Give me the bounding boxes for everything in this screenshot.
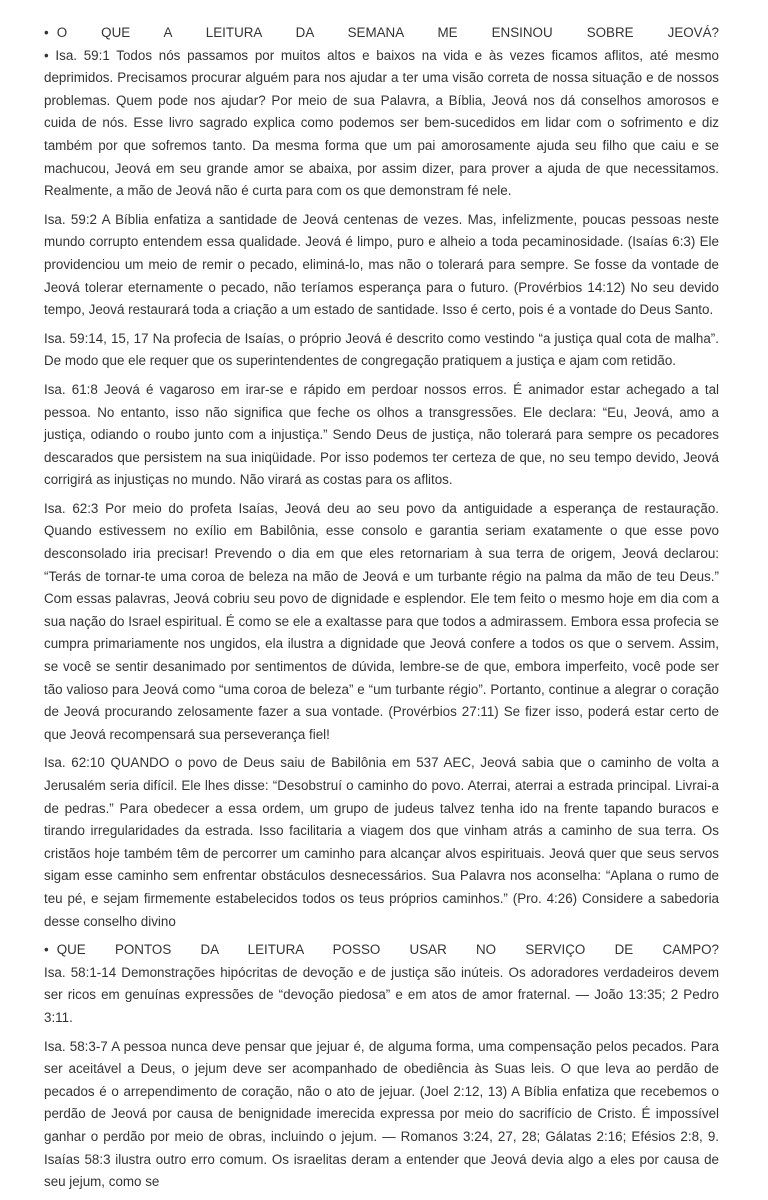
- paragraph-isa-62-10: Isa. 62:10 QUANDO o povo de Deus saiu de Babilônia em 537 AEC, Jeová sabia que o caminho de volta a Jerusalém seria difícil. Ele lhes disse: “Desobstruí o caminho do povo. Aterrai, aterrai a estrada principal. Livrai-a de pedras.” Para obedecer a essa ordem, um grupo de judeus talvez tenha ido na frente tapando buracos e tirando irregularidades da estrada. Isso facilitaria a viagem dos que vinham atrás a caminho de sua terra. Os cristãos hoje também têm de percorrer um caminho para alcançar alvos espirituais. Jeová quer que seus servos sigam esse caminho sem enfrentar obstáculos desnecessários. Sua Palavra nos aconselha: “Aplana o rumo de teu pé, e sejam firmemente estabelecidos todos os teus próprios caminhos.” (Pro. 4:26) Considere a sabedoria desse conselho divino: [44, 755, 719, 929]
- paragraph-isa-59-14: Isa. 59:14, 15, 17 Na profecia de Isaías, o próprio Jeová é descrito como vestindo “a justiça qual cota de malha”. De modo que ele requer que os superintendentes de congregação pratiquem a justiça e ajam com retidão.: [44, 330, 719, 369]
- heading-bullet: •: [44, 25, 49, 40]
- heading-bullet: •: [44, 942, 49, 958]
- paragraph-isa-58-1: Isa. 58:1-14 Demonstrações hipócritas de devoção e de justiça são inúteis. Os adoradores verdadeiros devem ser ricos em genuínas expressões de “devoção piedosa” e em atos de amor fraternal. — João 13:35; 2 Pedro 3:11.: [44, 964, 719, 1025]
- paragraph-isa-59-2: Isa. 59:2 A Bíblia enfatiza a santidade de Jeová centenas de vezes. Mas, infelizmente, poucas pessoas neste mundo corrupto entendem essa qualidade. Jeová é limpo, puro e alheio a toda pecaminosidade. (Isaías 6:3) Ele providenciou um meio de remir o pecado, eliminá-lo, mas não o tolerará para sempre. Se fosse da vontade de Jeová tolerar eternamente o pecado, não teríamos esperança para o futuro. (Provérbios 14:12) No seu devido tempo, Jeová restaurará toda a criação a um estado de santidade. Isso é certo, pois é a vontade do Deus Santo.: [44, 211, 719, 318]
- paragraph-isa-59-1: • Isa. 59:1 Todos nós passamos por muitos altos e baixos na vida e às vezes ficamos aflitos, até mesmo deprimidos. Precisamos procurar alguém para nos ajudar a ter uma visão correta de nossa situação e de nossos problemas. Quem pode nos ajudar? Por meio de sua Palavra, a Bíblia, Jeová nos dá conselhos amorosos e cuida de nós. Esse livro sagrado explica como podemos ser bem-sucedidos em lidar com o sofrimento e diz também por que sofremos tanto. Da mesma forma que um pai amorosamente ajuda seu filho que caiu e se machucou, Jeová em seu grande amor se abaixa, por assim dizer, para prover a ajuda de que necessitamos. Realmente, a mão de Jeová não é curta para com os que demonstram fé nele.: [44, 47, 719, 199]
- paragraph-isa-61-8: Isa. 61:8 Jeová é vagaroso em irar-se e rápido em perdoar nossos erros. É animador estar achegado a tal pessoa. No entanto, isso não significa que feche os olhos a transgressões. Ele declara: “Eu, Jeová, amo a justiça, odiando o roubo junto com a injustiça.” Sendo Deus de justiça, não tolerará para sempre os pecadores descarados que persistem na sua iniqüidade. Por isso podemos ter certeza de que, no seu tempo devido, Jeová corrigirá as injustiças no mundo. Não virará as costas para os aflitos.: [44, 381, 719, 488]
- paragraph-isa-62-3: Isa. 62:3 Por meio do profeta Isaías, Jeová deu ao seu povo da antiguidade a esperança de restauração. Quando estivessem no exílio em Babilônia, esse consolo e garantia seriam exatamente o que esse povo desconsolado iria precisar! Prevendo o dia em que eles retornariam à sua terra de origem, Jeová declarou: “Terás de tornar-te uma coroa de beleza na mão de Jeová e um turbante régio na palma da mão de teu Deus.” Com essas palavras, Jeová cobriu seu povo de dignidade e esplendor. Ele tem feito o mesmo hoje em dia com a sua nação do Israel espiritual. É como se ele a exaltasse para que todos a admirassem. Embora essa profecia se cumpra primariamente nos ungidos, ela ilustra a dignidade que Jeová confere a todos os que o servem. Assim, se você se sentir desanimado por sentimentos de dúvida, lembre-se de que, embora imperfeito, você pode ser tão valioso para Jeová como “uma coroa de beleza” e “um turbante régio”. Portanto, continue a alegrar o coração de Jeová procurando zelosamente fazer a sua vontade. (Provérbios 27:11) Se fizer isso, poderá estar certo de que Jeová recompensará sua perseverança fiel!: [44, 500, 719, 742]
- paragraph-isa-58-3: Isa. 58:3-7 A pessoa nunca deve pensar que jejuar é, de alguma forma, uma compensação pelos pecados. Para ser aceitável a Deus, o jejum deve ser acompanhado de obediência às Suas leis. O que leva ao perdão de pecados é o arrependimento de coração, não o ato de jejuar. (Joel 2:12, 13) A Bíblia enfatiza que recebemos o perdão de Jeová por causa de benignidade imerecida expressa por meio do sacrifício de Cristo. É impossível ganhar o perdão por meio de obras, incluindo o jejum. — Romanos 3:24, 27, 28; Gálatas 2:16; Efésios 2:8, 9. Isaías 58:3 ilustra outro erro comum. Os israelitas deram a entender que Jeová devia algo a eles por causa de seu jejum, como se: [44, 1038, 719, 1190]
- heading-text: QUE PONTOS DA LEITURA POSSO USAR NO SERVIÇO DE CAMPO?: [56, 942, 719, 958]
- heading-text: O QUE A LEITURA DA SEMANA ME ENSINOU SOBRE JEOVÁ?: [56, 25, 719, 40]
- section-heading-lessons: [44, 22, 719, 45]
- document-body: [44, 22, 719, 1200]
- section-heading-field-service: [44, 939, 719, 962]
